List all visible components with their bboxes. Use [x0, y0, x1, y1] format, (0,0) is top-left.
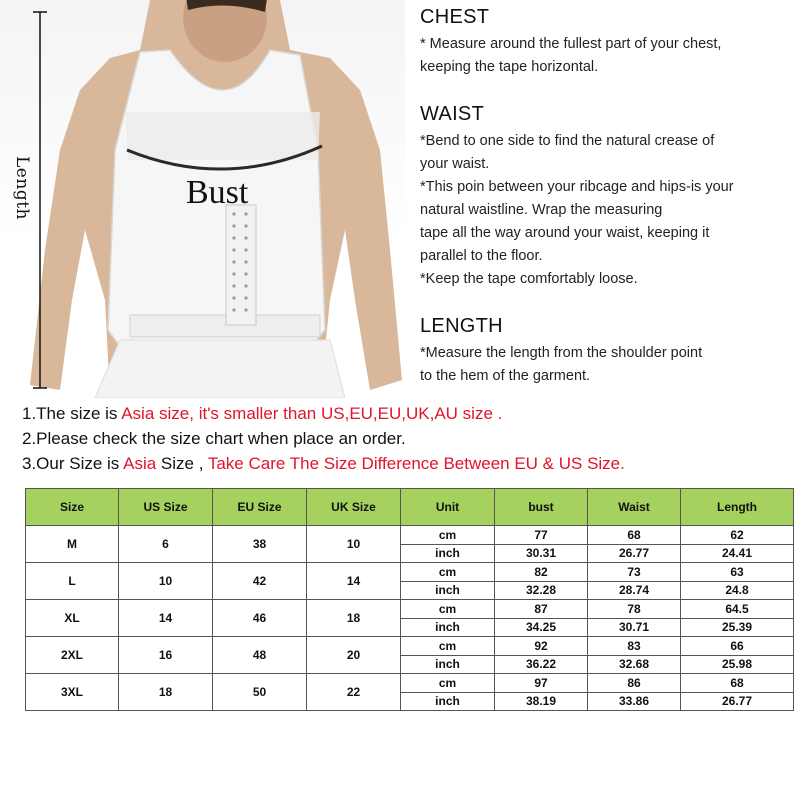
cell-unit: inch	[401, 692, 495, 711]
length-section	[420, 315, 796, 388]
cell-unit: inch	[401, 618, 495, 637]
waist-line: parallel to the floor.	[420, 248, 543, 264]
length-label: Length	[12, 156, 32, 220]
cell-bust: 77	[495, 526, 588, 545]
cell-uk-size: 14	[307, 563, 401, 600]
cell-eu-size: 48	[213, 637, 307, 674]
cell-waist: 78	[588, 600, 681, 619]
cell-unit: cm	[401, 600, 495, 619]
chest-line: * Measure around the fullest part of your chest,	[420, 36, 722, 52]
cell-bust: 82	[495, 563, 588, 582]
note-text: 1.The size is	[22, 404, 122, 423]
waist-section	[420, 103, 796, 291]
note-text: Size ,	[156, 454, 208, 473]
cell-us-size: 14	[119, 600, 213, 637]
note-line-2	[22, 426, 797, 451]
cell-length: 64.5	[681, 600, 794, 619]
note-warning-text: Asia	[123, 454, 157, 473]
length-line: *Measure the length from the shoulder point	[420, 345, 703, 361]
waist-line: *Keep the tape comfortably loose.	[420, 271, 638, 287]
note-line-3	[22, 451, 797, 476]
cell-unit: cm	[401, 637, 495, 656]
shorts-shape	[95, 340, 345, 398]
table-row	[26, 674, 794, 693]
cell-unit: inch	[401, 581, 495, 600]
cell-waist: 30.71	[588, 618, 681, 637]
cell-bust: 87	[495, 600, 588, 619]
cell-us-size: 10	[119, 563, 213, 600]
cell-waist: 83	[588, 637, 681, 656]
cell-length: 68	[681, 674, 794, 693]
chest-section	[420, 6, 721, 79]
cell-waist: 32.68	[588, 655, 681, 674]
note-warning-text: Take Care The Size Difference Between EU & US Size.	[207, 454, 625, 473]
table-row	[26, 563, 794, 582]
header-size: Size	[26, 489, 119, 526]
cell-size: 2XL	[26, 637, 119, 674]
cell-uk-size: 20	[307, 637, 401, 674]
waist-line: tape all the way around your waist, keeping it	[420, 225, 710, 241]
chest-line: keeping the tape horizontal.	[420, 59, 599, 75]
cell-us-size: 18	[119, 674, 213, 711]
waist-line: *This poin between your ribcage and hips-is your	[420, 179, 734, 195]
cell-waist: 68	[588, 526, 681, 545]
cell-eu-size: 46	[213, 600, 307, 637]
cell-uk-size: 22	[307, 674, 401, 711]
cell-us-size: 16	[119, 637, 213, 674]
cell-waist: 73	[588, 563, 681, 582]
cell-uk-size: 18	[307, 600, 401, 637]
table-header-row	[26, 489, 794, 526]
cell-length: 26.77	[681, 692, 794, 711]
cell-length: 24.8	[681, 581, 794, 600]
waist-heading: WAIST	[420, 103, 485, 125]
note-warning-text: Asia size, it's smaller than US,EU,EU,UK,AU size .	[121, 404, 503, 423]
header-us-size: US Size	[119, 489, 213, 526]
chest-heading: CHEST	[420, 6, 490, 28]
length-heading: LENGTH	[420, 315, 503, 337]
table-row	[26, 637, 794, 656]
note-line-1	[22, 401, 797, 426]
cell-length: 66	[681, 637, 794, 656]
table-row	[26, 526, 794, 545]
cell-waist: 33.86	[588, 692, 681, 711]
length-line: to the hem of the garment.	[420, 368, 591, 384]
cell-us-size: 6	[119, 526, 213, 563]
cell-eu-size: 50	[213, 674, 307, 711]
cell-eu-size: 42	[213, 563, 307, 600]
header-bust: bust	[495, 489, 588, 526]
waist-band	[130, 315, 320, 337]
bust-label: Bust	[186, 174, 249, 211]
cell-waist: 28.74	[588, 581, 681, 600]
cell-bust: 92	[495, 637, 588, 656]
cell-length: 25.98	[681, 655, 794, 674]
waist-line: *Bend to one side to find the natural crease of	[420, 133, 715, 149]
cell-bust: 97	[495, 674, 588, 693]
size-notes	[22, 401, 797, 476]
mesh-panel	[125, 112, 320, 160]
size-chart-table	[25, 488, 794, 711]
cell-uk-size: 10	[307, 526, 401, 563]
waist-line: your waist.	[420, 156, 490, 172]
cell-eu-size: 38	[213, 526, 307, 563]
cell-waist: 26.77	[588, 544, 681, 563]
note-text: 3.Our Size is	[22, 454, 124, 473]
cell-bust: 34.25	[495, 618, 588, 637]
cell-waist: 86	[588, 674, 681, 693]
cell-unit: inch	[401, 655, 495, 674]
cell-bust: 32.28	[495, 581, 588, 600]
hook-strip	[226, 205, 256, 325]
cell-unit: cm	[401, 563, 495, 582]
cell-unit: cm	[401, 526, 495, 545]
cell-size: 3XL	[26, 674, 119, 711]
cell-size: M	[26, 526, 119, 563]
header-eu-size: EU Size	[213, 489, 307, 526]
cell-unit: cm	[401, 674, 495, 693]
header-unit: Unit	[401, 489, 495, 526]
table-row	[26, 600, 794, 619]
cell-length: 62	[681, 526, 794, 545]
product-photo	[0, 0, 405, 398]
cell-size: L	[26, 563, 119, 600]
cell-bust: 30.31	[495, 544, 588, 563]
cell-size: XL	[26, 600, 119, 637]
waist-line: natural waistline. Wrap the measuring	[420, 202, 663, 218]
header-waist: Waist	[588, 489, 681, 526]
cell-bust: 38.19	[495, 692, 588, 711]
header-length: Length	[681, 489, 794, 526]
cell-bust: 36.22	[495, 655, 588, 674]
cell-unit: inch	[401, 544, 495, 563]
cell-length: 24.41	[681, 544, 794, 563]
cell-length: 25.39	[681, 618, 794, 637]
note-text: 2.Please check the size chart when place an order.	[22, 429, 406, 448]
cell-length: 63	[681, 563, 794, 582]
header-uk-size: UK Size	[307, 489, 401, 526]
